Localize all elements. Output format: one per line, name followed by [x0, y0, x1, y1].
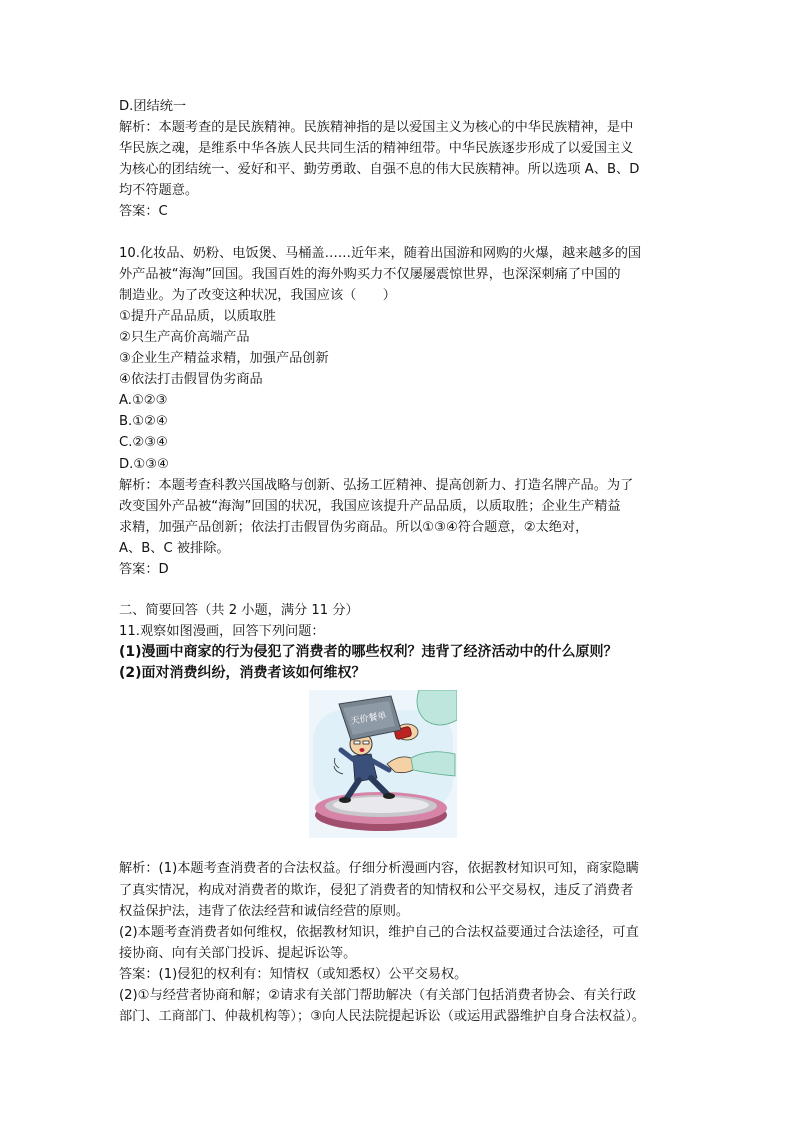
q10-stem-line: 10.化妆品、奶粉、电饭煲、马桶盖……近年来，随着出国游和网购的火爆，越来越多的国 — [119, 245, 642, 261]
q11-analysis-line: 解析：(1)本题考查消费者的合法权益。仔细分析漫画内容，依据教材知识可知，商家隐瞒 — [119, 861, 639, 877]
q9-analysis-line: 解析：本题考查的是民族精神。民族精神指的是以爱国主义为核心的中华民族精神，是中 — [119, 120, 634, 136]
q10-statement: ③企业生产精益求精，加强产品创新 — [119, 351, 329, 367]
q10-analysis-line: 求精，加强产品创新；依法打击假冒伪劣商品。所以①③④符合题意，②太绝对， — [119, 519, 589, 535]
q10-option-b: B.①②④ — [119, 414, 168, 430]
q10-analysis-line: A、B、C 被排除。 — [119, 540, 230, 556]
cartoon-illustration — [309, 690, 457, 838]
q9-analysis-line: 均不符题意。 — [119, 183, 199, 199]
q10-answer: 答案：D — [119, 561, 169, 577]
q10-statement: ②只生产高价高端产品 — [119, 329, 250, 345]
q11-analysis-line: 权益保护法，违背了依法经营和诚信经营的原则。 — [119, 903, 410, 919]
q10-option-d: D.①③④ — [119, 456, 169, 472]
q10-stem-line: 外产品被“海淘”回国。我国百姓的海外购买力不仅屡屡震惊世界，也深深刺痛了中国的 — [119, 266, 621, 282]
q10-statement: ①提升产品品质，以质取胜 — [119, 308, 276, 324]
q10-option-c: C.②③④ — [119, 435, 168, 451]
q10-analysis-line: 改变国外产品被“海淘”回国的状况，我国应该提升产品品质，以质取胜；企业生产精益 — [119, 498, 621, 514]
cartoon-container — [119, 690, 679, 850]
q11-stem: 11.观察如图漫画，回答下列问题： — [119, 624, 325, 640]
q9-answer: 答案：C — [119, 204, 168, 220]
q10-analysis-line: 解析：本题考查科教兴国战略与创新、弘扬工匠精神、提高创新力、打造名牌产品。为了 — [119, 477, 634, 493]
q10-statement: ④依法打击假冒伪劣商品 — [119, 372, 263, 388]
cartoon-label: 天价餐单 — [350, 711, 388, 728]
document-page — [119, 96, 679, 1027]
q9-option-d: D.团结统一 — [119, 99, 187, 114]
q10-option-a: A.①②③ — [119, 393, 168, 409]
q11-subquestion: (1)漫画中商家的行为侵犯了消费者的哪些权利？违背了经济活动中的什么原则？ — [119, 644, 618, 661]
q11-answer-line: 答案：(1)侵犯的权利有：知情权（或知悉权）公平交易权。 — [119, 966, 468, 982]
q11-answer-line: (2)①与经营者协商和解；②请求有关部门帮助解决（有关部门包括消费者协会、有关行政 — [119, 988, 637, 1003]
q9-analysis-line: 为核心的团结统一、爱好和平、勤劳勇敢、自强不息的伟大民族精神。所以选项 A、B、D — [119, 162, 640, 178]
q11-subquestion: (2)面对消费纠纷，消费者该如何维权？ — [119, 665, 366, 682]
q10-stem-line: 制造业。为了改变这种状况，我国应该（ ） — [119, 287, 396, 303]
q11-answer-line: 部门、工商部门、仲裁机构等）；③向人民法院提起诉讼（或运用武器维护自身合法权益）。 — [119, 1009, 646, 1025]
section-heading: 二、简要回答（共 2 小题，满分 11 分） — [119, 603, 359, 619]
q9-analysis-line: 华民族之魂，是维系中华各族人民共同生活的精神纽带。中华民族逐步形成了以爱国主义 — [119, 141, 634, 157]
q11-analysis-line: (2)本题考查消费者如何维权，依据教材知识，维护自己的合法权益要通过合法途径，可直 — [119, 924, 639, 940]
q11-analysis-line: 接协商、向有关部门投诉、提起诉讼等。 — [119, 945, 357, 961]
q11-analysis-line: 了真实情况，构成对消费者的欺诈，侵犯了消费者的知情权和公平交易权，违反了消费者 — [119, 882, 634, 898]
